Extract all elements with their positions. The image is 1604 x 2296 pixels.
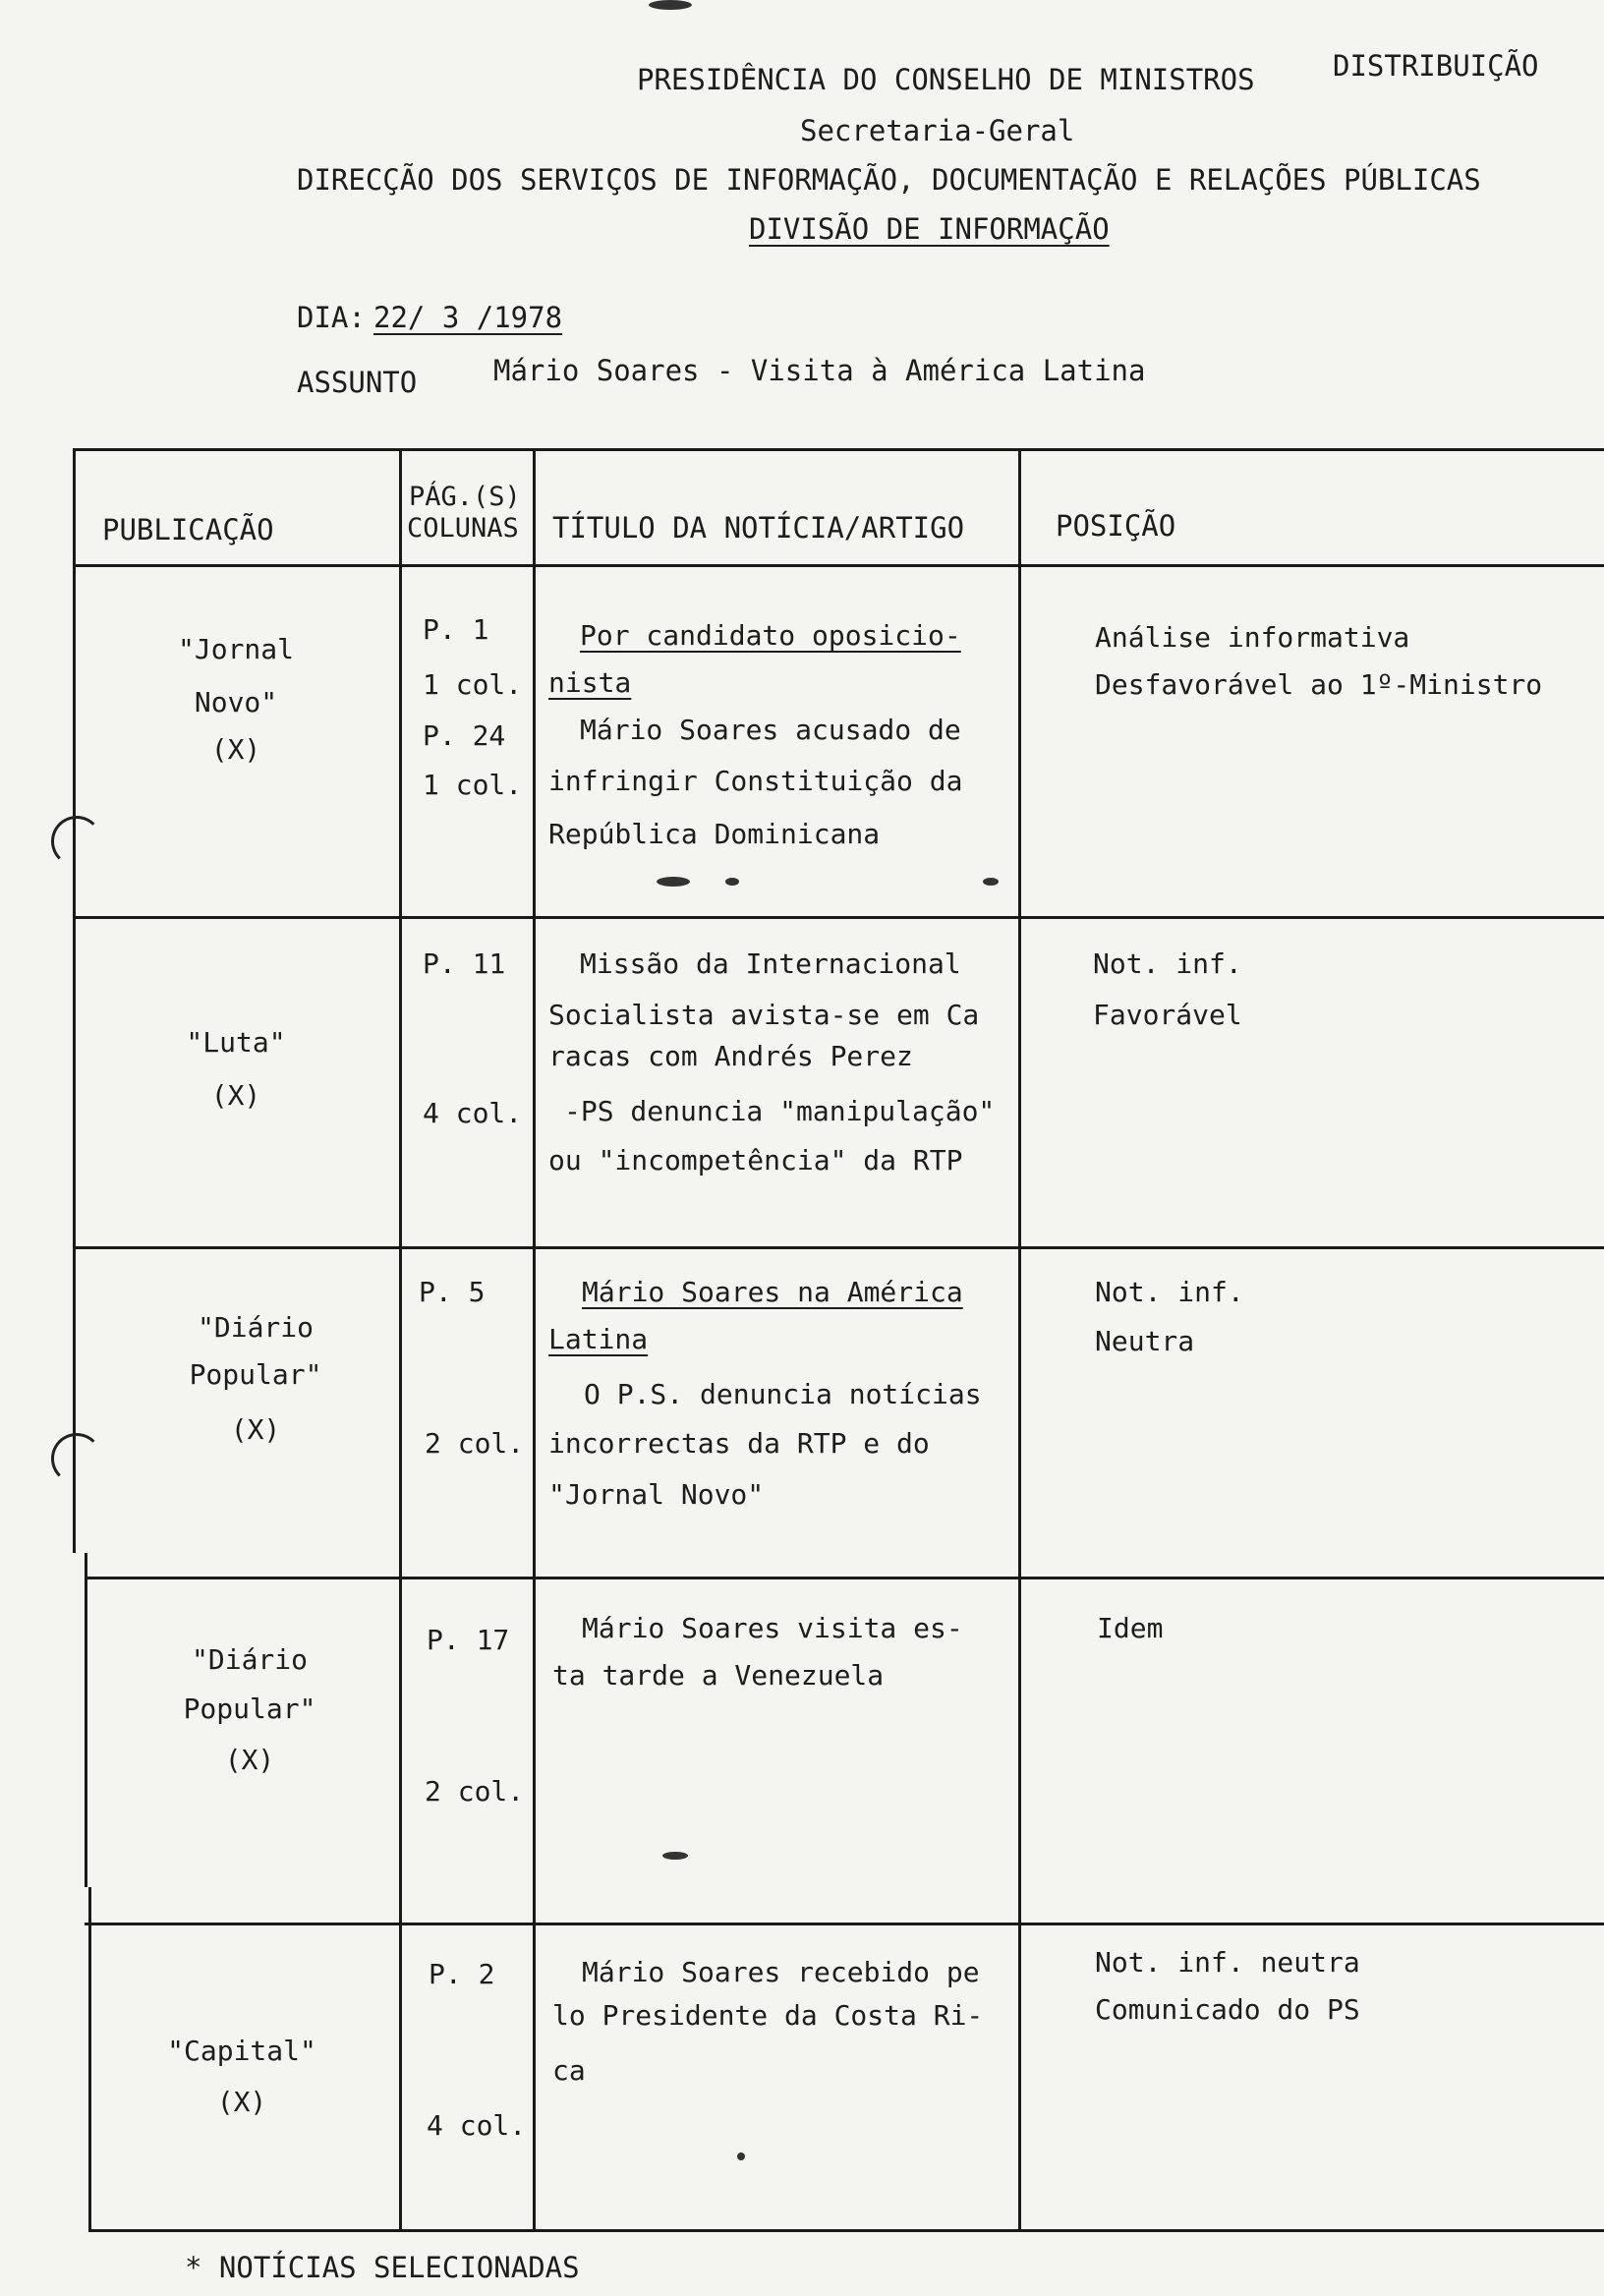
row2-publication-1: "Luta" [186,1026,286,1059]
row2-position-1: Not. inf. [1093,947,1242,980]
row4-pages-1: P. 17 [427,1624,510,1656]
row1-title-3: Mário Soares acusado de [580,714,961,746]
ink-speck [725,878,739,886]
punch-hole [51,816,102,867]
selected-news-note: * NOTÍCIAS SELECIONADAS [185,2251,580,2284]
row2-title-2: Socialista avista-se em Ca [548,999,980,1031]
ink-speck [662,1852,688,1860]
header-pages-line1: PÁG.(S) [409,482,521,512]
ink-speck [983,878,999,886]
row4-position-1: Idem [1097,1612,1164,1644]
row5-title-1: Mário Soares recebido pe [582,1956,980,1988]
document-subtitle: Secretaria-Geral [800,114,1075,147]
header-publication: PUBLICAÇÃO [102,513,274,546]
row1-publication-1: "Jornal [177,633,295,665]
row4-publication-2: Popular" [183,1693,316,1725]
row2-pages-1: P. 11 [423,947,506,980]
row4-pages-2: 2 col. [425,1775,525,1808]
row3-publication-2: Popular" [189,1358,322,1391]
row1-title-2: nista [548,666,632,699]
header-pages-line2: COLUNAS [407,513,519,544]
row3-title-4: incorrectas da RTP e do [548,1427,930,1460]
row2-title-5: ou "incompetência" da RTP [548,1144,963,1177]
row1-pages-4: 1 col. [423,769,523,801]
subject-value: Mário Soares - Visita à América Latina [493,354,1146,387]
row3-title-3: O P.S. denuncia notícias [584,1378,982,1410]
row5-title-2: lo Presidente da Costa Ri- [552,1999,984,2032]
distribution-stamp: DISTRIBUIÇÃO [1333,49,1539,83]
row1-title-4: infringir Constituição da [548,765,963,797]
row3-pages-2: 2 col. [425,1427,525,1460]
row3-publication-1: "Diário [197,1311,315,1344]
department-name: DIRECÇÃO DOS SERVIÇOS DE INFORMAÇÃO, DOCUMENTAÇÃO E RELAÇÕES PÚBLICAS [297,163,1481,197]
row5-position-1: Not. inf. neutra [1095,1946,1360,1979]
row5-title-3: ca [552,2054,586,2087]
row5-publication-2: (X) [216,2086,267,2118]
row2-position-2: Favorável [1093,999,1242,1031]
row1-position-2: Desfavorável ao 1º-Ministro [1095,668,1543,701]
subject-label: ASSUNTO [297,366,418,399]
date-value: 22/ 3 /1978 [373,301,563,334]
row1-pages-1: P. 1 [423,613,489,646]
row1-title-5: República Dominicana [548,818,881,850]
row3-publication-3: (X) [230,1413,281,1446]
row2-title-3: racas com Andrés Perez [548,1040,913,1072]
row1-publication-2: Novo" [194,686,278,718]
row2-pages-2: 4 col. [423,1097,523,1129]
row4-publication-3: (X) [224,1744,275,1776]
punch-hole [51,1433,102,1484]
row4-title-2: ta tarde a Venezuela [552,1659,885,1692]
row1-position-1: Análise informativa [1095,621,1410,654]
document-header-title: PRESIDÊNCIA DO CONSELHO DE MINISTROS [637,63,1255,96]
row3-pages-1: P. 5 [419,1276,486,1308]
row1-pages-2: 1 col. [423,668,523,701]
ink-speck [657,877,690,887]
date-label: DIA: [297,301,366,334]
row2-title-4: -PS denuncia "manipulação" [564,1095,996,1127]
row3-position-2: Neutra [1095,1325,1195,1357]
row1-title-1: Por candidato oposicio- [580,619,961,652]
row1-pages-3: P. 24 [423,719,506,752]
row2-title-1: Missão da Internacional [580,947,961,980]
header-title: TÍTULO DA NOTÍCIA/ARTIGO [552,511,965,545]
row3-position-1: Not. inf. [1095,1276,1244,1308]
row4-publication-1: "Diário [191,1643,309,1676]
division-name: DIVISÃO DE INFORMAÇÃO [749,212,1110,246]
header-position: POSIÇÃO [1056,509,1176,543]
row3-title-1: Mário Soares na América [582,1276,963,1308]
row1-publication-3: (X) [210,733,261,766]
row5-position-2: Comunicado do PS [1095,1993,1360,2026]
row2-publication-2: (X) [210,1079,261,1112]
row5-publication-1: "Capital" [167,2035,316,2067]
ink-speck [737,2152,745,2160]
row5-pages-2: 4 col. [427,2109,527,2142]
ink-speck [649,0,692,10]
row3-title-5: "Jornal Novo" [548,1478,765,1511]
row3-title-2: Latina [548,1323,649,1355]
row5-pages-1: P. 2 [429,1958,495,1990]
row4-title-1: Mário Soares visita es- [582,1612,963,1644]
